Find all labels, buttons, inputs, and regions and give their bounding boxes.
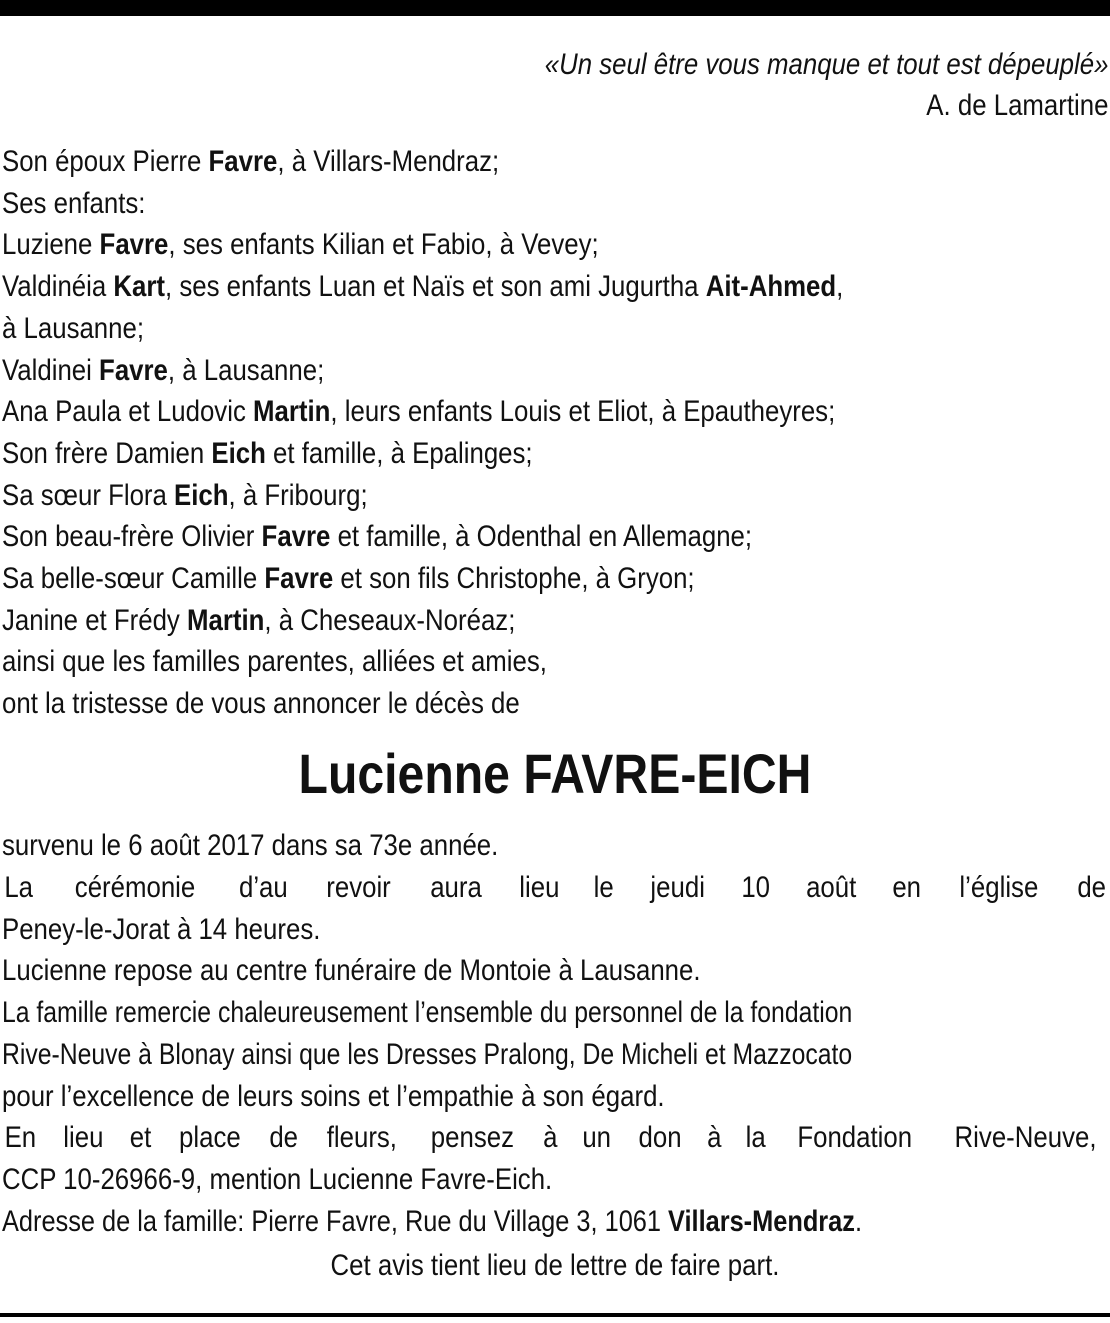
family-address bbox=[2, 1201, 937, 1243]
word: don bbox=[638, 1121, 682, 1155]
word: revoir bbox=[326, 870, 392, 904]
family-line bbox=[2, 516, 953, 558]
line-text: , ses enfants Luan et Naïs et son ami Jugurtha bbox=[165, 270, 706, 304]
word: Fondation bbox=[797, 1121, 913, 1155]
address-text: Adresse de la famille: Pierre Favre, Rue du Village 3, 1061 bbox=[2, 1204, 669, 1238]
line-text: Valdinei bbox=[2, 353, 100, 387]
word: un bbox=[582, 1121, 612, 1155]
word: jeudi bbox=[649, 870, 705, 904]
word: en bbox=[892, 870, 921, 904]
family-line bbox=[2, 266, 953, 308]
notice-body bbox=[2, 825, 1108, 1243]
surname: Ait-Ahmed bbox=[705, 270, 837, 304]
surname: Eich bbox=[211, 436, 266, 470]
line-text: Son beau-frère Olivier bbox=[2, 520, 262, 554]
line-text: , leurs enfants Louis et Eliot, à Epautheyres; bbox=[330, 395, 836, 429]
line-text: , ses enfants Kilian et Fabio, à Vevey; bbox=[168, 228, 599, 262]
word: l’église bbox=[959, 870, 1039, 904]
word: aura bbox=[430, 870, 483, 904]
word: le bbox=[594, 870, 615, 904]
address-place: Villars-Mendraz bbox=[668, 1204, 855, 1238]
surname: Eich bbox=[174, 478, 229, 512]
line-text: , à Lausanne; bbox=[167, 353, 325, 387]
line-text: Sa sœur Flora bbox=[2, 478, 175, 512]
notice-line: survenu le 6 août 2017 dans sa 73e année. bbox=[2, 829, 499, 862]
word: En bbox=[4, 1121, 37, 1155]
line-text: , à Fribourg; bbox=[228, 478, 368, 512]
line-text: Son frère Damien bbox=[2, 436, 212, 470]
line-text: Luziene bbox=[2, 228, 100, 262]
epigraph bbox=[544, 44, 1108, 126]
word: de bbox=[269, 1121, 298, 1155]
line-text: à Lausanne; bbox=[2, 311, 145, 345]
surname: Favre bbox=[264, 562, 334, 596]
line-text: Ses enfants: bbox=[2, 186, 146, 220]
word: pensez bbox=[431, 1121, 515, 1155]
family-line bbox=[2, 600, 953, 642]
line-text: et son fils Christophe, à Gryon; bbox=[333, 562, 695, 596]
family-line bbox=[2, 308, 953, 350]
word: fleurs, bbox=[327, 1121, 398, 1155]
notice-line: CCP 10-26966-9, mention Lucienne Favre-Eich. bbox=[2, 1163, 553, 1197]
notice-line bbox=[2, 867, 1108, 909]
word: d’au bbox=[238, 870, 288, 904]
family-line bbox=[2, 641, 953, 683]
word: La bbox=[4, 870, 34, 904]
epigraph-author: A. de Lamartine bbox=[925, 89, 1108, 122]
surname: Martin bbox=[253, 395, 331, 429]
word: août bbox=[805, 870, 857, 904]
address-suffix: . bbox=[854, 1204, 862, 1238]
surname: Favre bbox=[99, 228, 169, 262]
word: cérémonie bbox=[74, 870, 196, 904]
word: place bbox=[178, 1121, 241, 1155]
line-text: Janine et Frédy bbox=[2, 603, 188, 637]
family-line bbox=[2, 183, 953, 225]
closing-line: Cet avis tient lieu de lettre de faire part. bbox=[330, 1249, 780, 1282]
notice-line: Peney-le-Jorat à 14 heures. bbox=[2, 912, 321, 946]
line-text: Ana Paula et Ludovic bbox=[2, 395, 254, 429]
surname: Favre bbox=[99, 353, 168, 387]
surname: Favre bbox=[261, 520, 331, 554]
notice-line: Lucienne repose au centre funéraire de Montoie à Lausanne. bbox=[2, 954, 701, 988]
surname: Martin bbox=[187, 603, 265, 637]
notice-line bbox=[2, 1117, 1108, 1159]
line-text: et famille, à Odenthal en Allemagne; bbox=[330, 520, 753, 554]
family-line bbox=[2, 683, 953, 725]
family-list bbox=[2, 141, 1108, 725]
line-text: , à Villars-Mendraz; bbox=[277, 145, 500, 178]
family-line bbox=[2, 141, 953, 183]
word: lieu bbox=[63, 1121, 104, 1155]
line-text: ainsi que les familles parentes, alliées et amies, bbox=[2, 645, 547, 679]
family-line bbox=[2, 433, 953, 475]
word: et bbox=[129, 1121, 152, 1155]
word: Rive-Neuve, bbox=[954, 1121, 1097, 1155]
notice-line: Rive-Neuve à Blonay ainsi que les Dresses Pralong, De Micheli et Mazzocato bbox=[2, 1037, 853, 1071]
bottom-rule bbox=[0, 1313, 1110, 1317]
notice-line: pour l’excellence de leurs soins et l’empathie à son égard. bbox=[2, 1079, 665, 1113]
line-text: ont la tristesse de vous annoncer le décès de bbox=[2, 687, 520, 721]
surname: Kart bbox=[113, 270, 166, 304]
notice-line: La famille remercie chaleureusement l’ensemble du personnel de la fondation bbox=[2, 996, 853, 1030]
family-line bbox=[2, 475, 953, 517]
deceased-name: Lucienne FAVRE-EICH bbox=[298, 742, 812, 805]
word: à bbox=[706, 1121, 722, 1155]
word: la bbox=[745, 1121, 766, 1155]
word: de bbox=[1076, 870, 1106, 904]
family-line bbox=[2, 350, 953, 392]
word: 10 bbox=[741, 870, 770, 904]
top-rule bbox=[0, 0, 1110, 16]
line-text: et famille, à Epalinges; bbox=[265, 436, 533, 470]
epigraph-quote: «Un seul être vous manque et tout est dépeuplé» bbox=[544, 48, 1108, 81]
family-line bbox=[2, 391, 953, 433]
family-line bbox=[2, 558, 953, 600]
line-text: Son époux Pierre bbox=[2, 145, 209, 178]
surname: Favre bbox=[208, 145, 278, 178]
line-text: Valdinéia bbox=[2, 270, 114, 304]
line-text: Sa belle-sœur Camille bbox=[2, 562, 265, 596]
word: lieu bbox=[519, 870, 560, 904]
word: à bbox=[543, 1121, 558, 1155]
line-text: , à Cheseaux-Noréaz; bbox=[264, 603, 516, 637]
family-line bbox=[2, 224, 953, 266]
line-text: , bbox=[836, 270, 844, 304]
